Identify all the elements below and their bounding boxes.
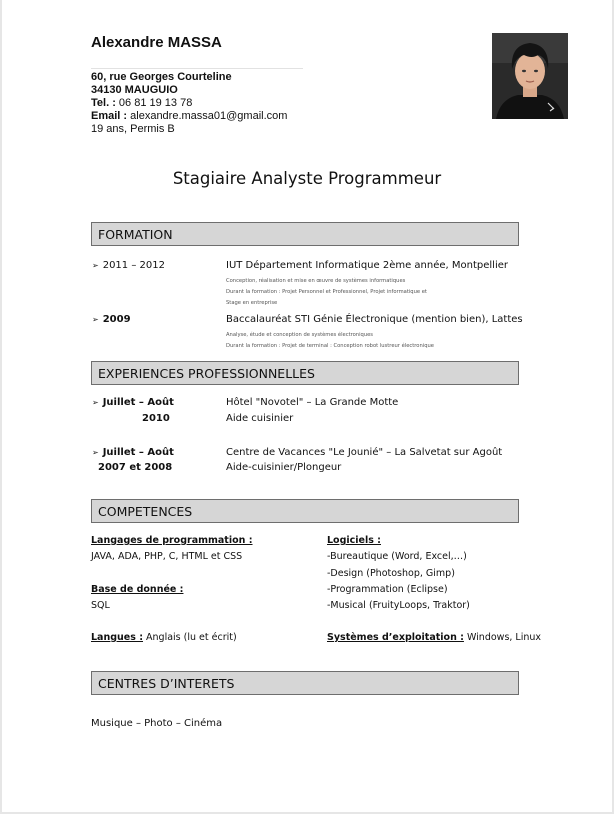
software-item: -Programmation (Eclipse)	[327, 584, 448, 595]
bullet-arrow-icon: ➢	[92, 261, 99, 270]
formation-detail-2b: Durant la formation : Projet de terminal : Conception robot lustreur électronique	[226, 343, 434, 349]
database-value: SQL	[91, 600, 110, 611]
address-line-1: 60, rue Georges Courteline	[91, 71, 232, 83]
formation-detail-1c: Stage en entreprise	[226, 300, 278, 306]
formation-date-2: ➢ 2009	[92, 314, 131, 325]
formation-detail-2a: Analyse, étude et conception de systèmes électroniques	[226, 332, 374, 338]
cv-title: Stagiaire Analyste Programmeur	[172, 169, 442, 188]
experience-role-1: Aide cuisinier	[226, 413, 294, 424]
programming-languages-value: JAVA, ADA, PHP, C, HTML et CSS	[91, 551, 243, 562]
email	[91, 110, 287, 123]
address-line-2: 34130 MAUGUIO	[91, 84, 178, 96]
section-header-experiences: EXPERIENCES PROFESSIONNELLES	[91, 361, 519, 385]
bullet-arrow-icon: ➢	[92, 448, 99, 457]
languages-label: Langues :	[91, 632, 143, 643]
database-label: Base de donnée :	[91, 584, 184, 595]
section-header-formation: FORMATION	[91, 222, 519, 246]
formation-date-1: ➢ 2011 – 2012	[92, 260, 165, 271]
os-line	[327, 632, 541, 643]
formation-title-2: Baccalauréat STI Génie Électronique (mention bien), Lattes	[226, 314, 523, 325]
software-item: -Musical (FruityLoops, Traktor)	[327, 600, 470, 611]
os-value: Windows, Linux	[466, 632, 542, 643]
experience-date-2: ➢ Juillet – Août	[92, 447, 174, 458]
experience-place-1: Hôtel "Novotel" – La Grande Motte	[226, 397, 399, 408]
experience-place-2: Centre de Vacances "Le Jounié" – La Salvetat sur Agoût	[226, 447, 503, 458]
experience-date-1: ➢ Juillet – Août	[92, 397, 174, 408]
software-label: Logiciels :	[327, 535, 381, 546]
programming-languages-label: Langages de programmation :	[91, 535, 253, 546]
phone	[91, 97, 192, 110]
bullet-arrow-icon: ➢	[92, 315, 99, 324]
formation-title-1: IUT Département Informatique 2ème année, Montpellier	[226, 260, 509, 271]
experience-year-1: 2010	[142, 413, 170, 424]
languages-value: Anglais (lu et écrit)	[146, 632, 237, 643]
name-divider	[91, 68, 303, 69]
languages-line	[91, 632, 237, 643]
age-license: 19 ans, Permis B	[91, 123, 175, 135]
phone-value: 06 81 19 13 78	[118, 97, 193, 109]
software-item: -Bureautique (Word, Excel,…)	[327, 551, 467, 562]
section-header-interests: CENTRES D’INTERETS	[91, 671, 519, 695]
experience-role-2: Aide-cuisinier/Plongeur	[226, 462, 342, 473]
bullet-arrow-icon: ➢	[92, 398, 99, 407]
email-label: Email :	[91, 110, 128, 122]
os-label: Systèmes d’exploitation :	[327, 632, 464, 643]
formation-detail-1a: Conception, réalisation et mise en œuvre de systèmes informatiques	[226, 278, 406, 284]
experience-year-2: 2007 et 2008	[98, 462, 173, 473]
interests-value: Musique – Photo – Cinéma	[91, 718, 223, 729]
formation-detail-1b: Durant la formation : Projet Personnel et Professionnel, Projet informatique et	[226, 289, 427, 295]
profile-photo	[492, 33, 568, 119]
candidate-name: Alexandre MASSA	[91, 34, 222, 51]
phone-label: Tel. :	[91, 97, 116, 109]
section-header-competences: COMPETENCES	[91, 499, 519, 523]
software-item: -Design (Photoshop, Gimp)	[327, 568, 455, 579]
email-value: alexandre.massa01@gmail.com	[130, 110, 288, 122]
